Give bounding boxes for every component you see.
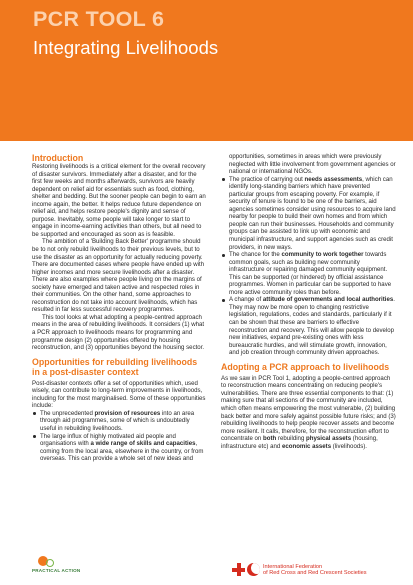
ifrc-logo (232, 562, 392, 580)
list-item: A change of attitude of governments and local authorities. They may now be more open to changing restrictive legislation, regulations, codes and standards, particularly if it can be shown that these are barriers to effective reconstruction and recovery. This will allow people to develop new initiatives, expand pre-existing ones with less bureaucratic hurdles, and will stimulate growth, innovation, and job creation through community driven approaches. (221, 296, 396, 356)
list-item: The large influx of highly motivated aid people and organisations with a wide range of skills and capacities, coming from the local area, elsewhere in the country, or from overseas. This can provide a whole set of new ideas and (32, 433, 207, 463)
logo-ring-icon (46, 559, 54, 567)
practical-action-logo (32, 556, 82, 578)
intro-heading: Introduction (32, 153, 84, 163)
continued-paragraph: opportunities, sometimes in areas which were previously neglected with little involvement from government agencies or national or international NGOs. (229, 153, 396, 176)
page-title: Integrating Livelihoods (33, 37, 219, 58)
opportunities-list (32, 410, 207, 463)
list-item: The chance for the community to work together towards common goals, such as building new community infrastructure or repairing damaged community equipment. This can be supported (or hindered) by official assistance programmes. Women in particular can be supported to have more active community roles than before. (221, 251, 396, 296)
title-banner (0, 0, 413, 141)
ifrc-logo-text: International Federation of Red Cross and Red Crescent Societies (263, 564, 367, 577)
red-cross-icon (232, 563, 245, 576)
list-item: The unprecedented provision of resources into an area through aid programmes, some of which is undoubtedly useful in rebuilding livelihoods. (32, 410, 207, 433)
practical-action-logo-text: PRACTICAL ACTION (32, 568, 81, 573)
bbb-paragraph: The ambition of a 'Building Back Better' programme should be to not only rebuild livelihoods to their previous levels, but to use the disaster as an opportunity for actually reducing poverty. There are documented cases where people have ended up with higher incomes and more secure livelihoods after a disaster. There are also examples where people living on the margins of society have emerged and taken active and respected roles in their communities. On the other hand, some approaches to reconstruction do not take into account livelihoods, which has resulted in far less successful recovery programmes. (32, 238, 205, 314)
left-column (32, 153, 207, 463)
pcr-approach-heading: Adopting a PCR approach to livelihoods (221, 361, 390, 372)
opportunities-list-continued (221, 176, 396, 357)
pcr-approach-paragraph: As we saw in PCR Tool 1, adopting a people-centred approach to reconstruction means concentrating on reducing people's vulnerabilities. There are three essential components to that: (1) making sure that all sections of the community are included, which often means empowering the most vulnerable, (2) building back better and more safely against possible future risks; and (3) rebuilding livelihoods to help people recover assets and become more resilient. It calls, therefore, for the reconstruction effort to concentrate on both rebuilding physical assets (housing, infrastructure etc) and economic assets (livelihoods). (221, 374, 396, 450)
intro-paragraph: Restoring livelihoods is a critical element for the overall recovery of disaster survivors. Immediately after a disaster, and for the first few weeks and months afterwards, survivors are heavily dependent on relief aid for essentials such as food, clothing, shelter and bedding. But the sooner people can begin to earn an income again, the better. It helps reduce future dependence on relief aid, and helps restore people's dignity and sense of purpose. Inevitably, some people will take longer to start to engage in income-earning activities than others, but all need to be supported and encouraged as soon as is feasible. (32, 163, 206, 238)
red-crescent-icon (247, 563, 260, 576)
opportunities-heading: Opportunities for rebuilding livelihoods in a post-disaster context (32, 356, 198, 377)
right-column (221, 153, 396, 450)
opportunities-paragraph: Post-disaster contexts offer a set of opportunities which, used wisely, can contribute to long-term improvements in livelihoods, including for the most marginalised. Some of these opportunities include: (32, 379, 206, 410)
tool-label: PCR TOOL 6 (33, 7, 165, 31)
tool-scope-paragraph: This tool looks at what adopting a people-centred approach means in the area of rebuilding livelihoods. It considers (1) what a PCR approach to livelihoods means for programming and programme design (2) opportunities offered by housing reconstruction, and (3) opportunities beyond the housing sector. (32, 313, 205, 352)
list-item: The practice of carrying out needs assessments, which can identify long-standing barriers which have prevented particular groups from escaping poverty. For example, if security of tenure is found to be one of the barriers, aid agencies sometimes consider using resources to acquire land nearby for people to build their own homes and from which people can run their businesses. Households and community groups can be assisted to link up with economic and municipal infrastructure, and support agencies such as credit providers, in new ways. (221, 176, 396, 251)
